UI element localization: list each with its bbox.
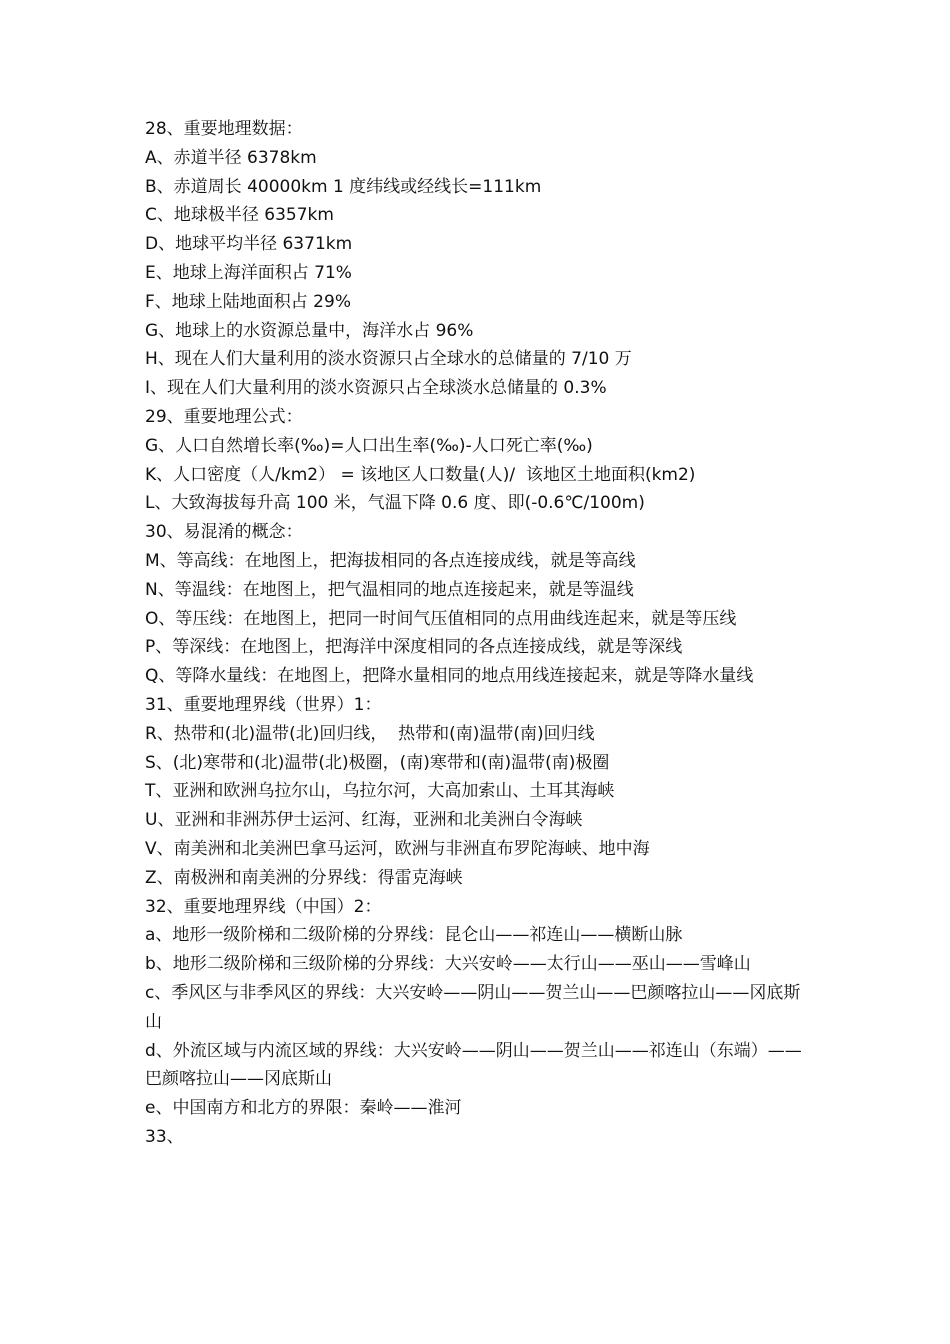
text-line: H、现在人们大量利用的淡水资源只占全球水的总储量的 7/10 万 — [145, 349, 632, 370]
section-heading-33: 33、 — [145, 1126, 184, 1147]
text-line: G、地球上的水资源总量中，海洋水占 96% — [145, 320, 474, 341]
text-line: L、大致海拔每升高 100 米，气温下降 0.6 度、即(-0.6℃/100m) — [145, 493, 645, 514]
text-line: Q、等降水量线：在地图上，把降水量相同的地点用线连接起来，就是等降水量线 — [145, 666, 754, 687]
text-line: G、人口自然增长率(‰)=人口出生率(‰)-人口死亡率(‰) — [145, 435, 593, 456]
text-line: U、亚洲和非洲苏伊士运河、红海，亚洲和北美洲白令海峡 — [145, 810, 583, 831]
text-line: P、等深线：在地图上，把海洋中深度相同的各点连接成线，就是等深线 — [145, 637, 683, 658]
text-line: B、赤道周长 40000km 1 度纬线或经线长=111km — [145, 176, 542, 197]
text-line: V、南美洲和北美洲巴拿马运河，欧洲与非洲直布罗陀海峡、地中海 — [145, 838, 650, 859]
text-line: R、热带和(北)温带(北)回归线， 热带和(南)温带(南)回归线 — [145, 723, 595, 744]
text-line: E、地球上海洋面积占 71% — [145, 262, 352, 283]
text-line: T、亚洲和欧洲乌拉尔山，乌拉尔河，大高加索山、土耳其海峡 — [145, 781, 615, 802]
text-line: F、地球上陆地面积占 29% — [145, 291, 351, 312]
text-line: M、等高线：在地图上，把海拔相同的各点连接成线，就是等高线 — [145, 550, 636, 571]
text-line: S、(北)寒带和(北)温带(北)极圈，(南)寒带和(南)温带(南)极圈 — [145, 752, 610, 773]
text-line: e、中国南方和北方的界限：秦岭——淮河 — [145, 1098, 462, 1119]
text-line: I、现在人们大量利用的淡水资源只占全球淡水总储量的 0.3% — [145, 378, 607, 399]
text-line: b、地形二级阶梯和三级阶梯的分界线：大兴安岭——太行山——巫山——雪峰山 — [145, 954, 751, 975]
section-heading-32: 32、重要地理界线（中国）2： — [145, 896, 382, 917]
text-line: c、季风区与非季风区的界线：大兴安岭——阴山——贺兰山——巴颜喀拉山——冈底斯山 — [145, 982, 801, 1032]
text-line: N、等温线：在地图上，把气温相同的地点连接起来，就是等温线 — [145, 579, 634, 600]
section-heading-28: 28、重要地理数据： — [145, 119, 303, 139]
text-line: C、地球极半径 6357km — [145, 205, 334, 226]
section-heading-31: 31、重要地理界线（世界）1： — [145, 694, 382, 715]
text-line: Z、南极洲和南美洲的分界线：得雷克海峡 — [145, 867, 463, 888]
text-line: O、等压线：在地图上，把同一时间气压值相同的点用曲线连起来，就是等压线 — [145, 608, 737, 629]
text-line: A、赤道半径 6378km — [145, 147, 317, 168]
section-heading-29: 29、重要地理公式： — [145, 406, 303, 427]
text-line: d、外流区域与内流区域的界线：大兴安岭——阴山——贺兰山——祁连山（东端）——巴颜喀拉山——冈底斯山 — [145, 1040, 802, 1090]
text-line: D、地球平均半径 6371km — [145, 234, 353, 255]
document-body — [145, 115, 810, 1152]
text-line: a、地形一级阶梯和二级阶梯的分界线：昆仑山——祁连山——横断山脉 — [145, 925, 683, 946]
text-line: K、人口密度（人/km2） = 该地区人口数量(人)/ 该地区土地面积(km2) — [145, 464, 696, 485]
section-heading-30: 30、易混淆的概念： — [145, 522, 303, 543]
